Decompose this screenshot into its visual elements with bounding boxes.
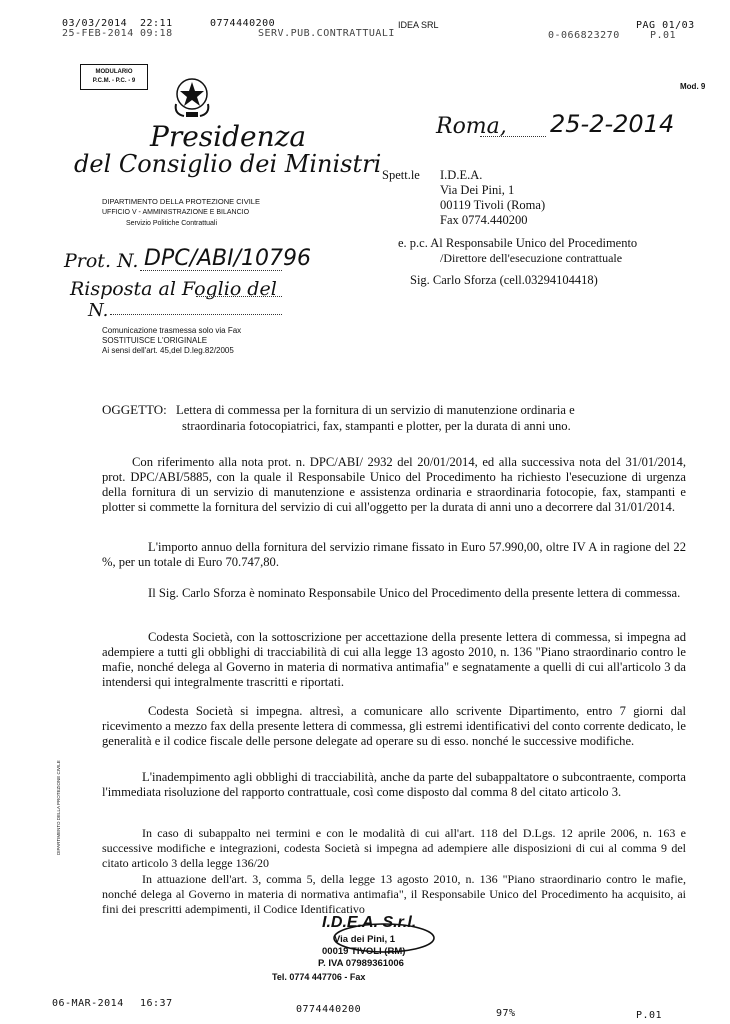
modulario-box xyxy=(80,64,148,90)
stamp-city: 00019 TIVOLI (RM) xyxy=(322,946,406,957)
fax-note-line2: SOSTITUISCE L'ORIGINALE xyxy=(102,336,208,345)
paragraph-amount: L'importo annuo della fornitura del servizio rimane fissato in Euro 57.990,00, oltre IV A in ragione del 22 %, per un totale di Euro 70.747,80. xyxy=(102,540,686,569)
reply-label: Risposta al Foglio del xyxy=(70,278,277,300)
subject-text xyxy=(176,402,676,434)
cc-line2: /Direttore dell'esecuzione contrattuale xyxy=(440,251,623,265)
stamp-phone: Tel. 0774 447706 - Fax xyxy=(272,972,366,982)
recipient-street: Via Dei Pini, 1 xyxy=(440,183,515,197)
department-name: DIPARTIMENTO DELLA PROTEZIONE CIVILE xyxy=(102,197,260,206)
modulario-title: MODULARIO xyxy=(95,69,133,75)
recipient-fax: Fax 0774.440200 xyxy=(440,213,528,227)
fax-header-line2-number: 0-066823270 xyxy=(548,30,620,41)
subject-label: OGGETTO: xyxy=(102,402,167,417)
subject-line1: Lettera di commessa per la fornitura di un servizio di manutenzione ordinaria e xyxy=(176,403,575,417)
fax-header-line2-date: 25-FEB-2014 xyxy=(62,28,134,39)
number-dotted-line xyxy=(110,314,282,315)
fax-header-company: IDEA SRL xyxy=(398,20,439,30)
fax-header-sender: SERV.PUB.CONTRATTUALI xyxy=(258,28,395,39)
fax-header-line2-time: 09:18 xyxy=(140,28,173,39)
protocol-number: DPC/ABI/10796 xyxy=(144,246,312,271)
paragraph-responsible: Il Sig. Carlo Sforza è nominato Responsabile Unico del Procedimento della presente lettera di commessa. xyxy=(148,586,681,600)
letterhead-title-presidenza: Presidenza xyxy=(150,120,307,153)
fax-header-line1-number: 0774440200 xyxy=(210,18,276,29)
stamp-street: Via dei Pini, 1 xyxy=(334,934,396,945)
fax-header-line1-date: 03/03/2014 xyxy=(62,18,128,29)
fax-header-line1-time: 22:11 xyxy=(140,18,173,29)
number-label: N. xyxy=(88,300,109,321)
side-vertical-text xyxy=(56,705,66,855)
service-name: Servizio Politiche Contrattuali xyxy=(126,220,218,227)
fax-note-line1: Comunicazione trasmessa solo via Fax xyxy=(102,326,242,335)
fax-footer-time: 16:37 xyxy=(140,998,173,1009)
office-name: UFFICIO V - AMMINISTRAZIONE E BILANCIO xyxy=(102,209,250,216)
cc-line1: e. p.c. Al Responsabile Unico del Procedimento xyxy=(398,236,638,250)
fax-header-page: PAG 01/03 xyxy=(636,20,695,31)
protocol-label: Prot. N. xyxy=(64,250,139,272)
cc-line3: Sig. Carlo Sforza (cell.03294104418) xyxy=(410,273,598,287)
republic-emblem-icon xyxy=(172,74,212,120)
subject-line2: straordinaria fotocopiatrici, fax, stampanti e plotter, per la durata di anni uno. xyxy=(182,419,571,433)
recipient-label: Spett.le xyxy=(382,168,420,182)
paragraph-subcontract: In caso di subappalto nei termini e con le modalità di cui all'art. 118 del D.Lgs. 12 aprile 2006, n. 163 e successive modifiche e integrazioni, codesta Società si impegna ad adempiere alle disposizioni di cui al comma 9 del citato articolo 3 della legge 136/20 xyxy=(102,826,686,870)
paragraph-bank-account: Codesta Società si impegna. altresì, a comunicare allo scrivente Dipartimento, entro 7 giorni dal ricevimento a mezzo fax della presente lettera di commessa, gli estremi identificativi del conto corrente dedicato, le generalità e il codice fiscale delle persone delegate ad operare su di esso. nonché le successive modifiche. xyxy=(102,704,686,748)
date-dotted-line xyxy=(480,136,546,137)
fax-footer-number: 0774440200 xyxy=(296,1004,362,1015)
reply-dotted-line xyxy=(196,296,282,297)
fax-note-line3: Ai sensi dell'art. 45,del D.leg.82/2005 xyxy=(102,346,234,355)
company-stamp xyxy=(272,914,438,988)
paragraph-traceability: Codesta Società, con la sottoscrizione per accettazione della presente lettera di commessa, si impegna ad adempiere a tutti gli obblighi di tracciabilità di cui alla legge 13 agosto 2010, n. 136 "Piano straordinario contro le mafie, nonché delega al Governo in materia di normativa antimafia" e segnatamente a quelli di cui all'articolo 3 da intendersi qui integralmente trascritti e riportati. xyxy=(102,630,686,689)
recipient-block xyxy=(440,168,545,228)
paragraph-breach: L'inadempimento agli obblighi di tracciabilità, anche da parte del subappaltatore o subcontraente, comporta l'immediata risoluzione del rapporto contrattuale, così come disposto dal comma 8 del citato articolo 3. xyxy=(102,770,686,799)
mod-label: Mod. 9 xyxy=(680,82,706,91)
paragraph-implementation: In attuazione dell'art. 3, comma 5, della legge 13 agosto 2010, n. 136 "Piano straordinario contro le mafie, nonché delega al Governo in materia di normativa antimafia", il Responsabile Unico del Procedimento ha acquisito, ai fini dei prescritti adempimenti, il Codice Identificativo xyxy=(102,872,686,916)
stamp-vat: P. IVA 07989361006 xyxy=(318,958,404,969)
recipient-city: 00119 Tivoli (Roma) xyxy=(440,198,546,212)
fax-footer-date: 06-MAR-2014 xyxy=(52,998,124,1009)
paragraph-reference: Con riferimento alla nota prot. n. DPC/ABI/ 2932 del 20/01/2014, ed alla successiva nota del 31/01/2014, prot. DPC/ABI/5885, con la quale il Responsabile Unico del Procedimento ha richiesto l'esecuzione di urgenza della fornitura di un servizio di manutenzione e assistenza ordinaria e straordinaria fotocopie, fax, stampanti e plotter si commette la fornitura del servizio di cui all'oggetto per la durata di anni uno a decorrere dal 31/01/2014. xyxy=(102,455,686,514)
modulario-code: P.C.M. - P.C. - 9 xyxy=(92,78,136,84)
handwritten-date: 25-2-2014 xyxy=(550,110,675,138)
place-label: Roma, xyxy=(436,114,507,139)
side-vertical-label: DIPARTIMENTO DELLA PROTEZIONE CIVILE xyxy=(56,760,61,855)
recipient-name: I.D.E.A. xyxy=(440,168,483,182)
fax-header-line2-page: P.01 xyxy=(650,30,677,41)
letterhead-title-consiglio: del Consiglio dei Ministri xyxy=(74,150,382,178)
department-block xyxy=(102,196,260,229)
fax-footer-percent: 97% xyxy=(496,1008,516,1019)
stamp-company-name: I.D.E.A. S.r.l. xyxy=(322,914,417,931)
fax-transmission-note xyxy=(102,326,241,356)
fax-footer-page: P.01 xyxy=(636,1010,663,1021)
